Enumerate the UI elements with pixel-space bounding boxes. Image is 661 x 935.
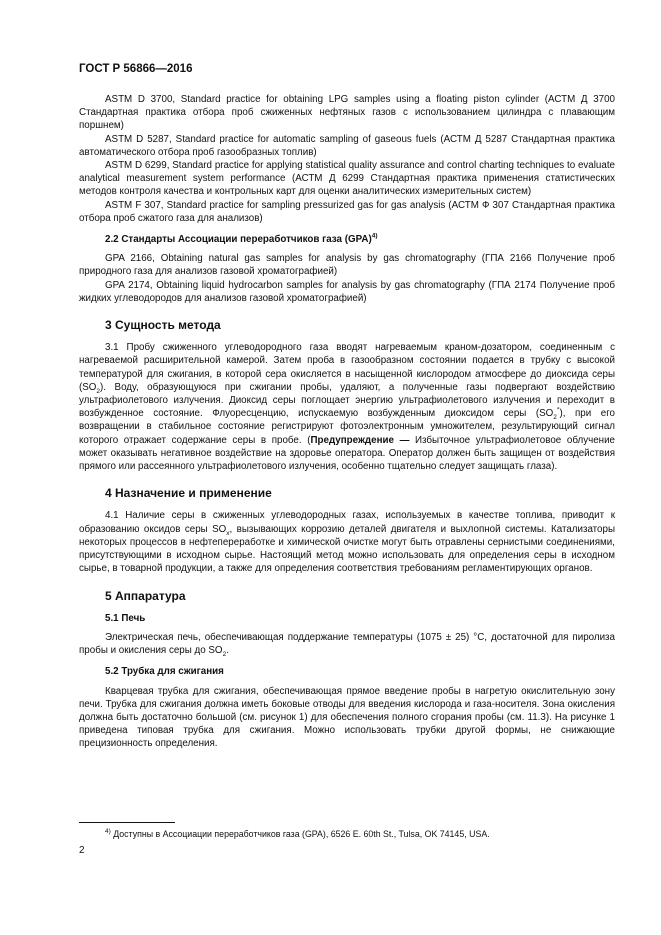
reference-astm-d6299: ASTM D 6299, Standard practice for applying statistical quality assurance and control charting techniques to evaluate analytical measurement system performance (АСТМ Д 6299 Стандартная практика применения статистических методов контроля качества и контрольных карт для оценки аналитических измерительных систем) (79, 160, 615, 198)
reference-gpa-2174: GPA 2174, Obtaining liquid hydrocarbon samples for analysis by gas chromatography (ГПА 2174 Получение проб жидких углеводородов для анализов газовой хроматографией) (79, 279, 615, 304)
section-5-title: 5 Аппаратура (105, 588, 186, 603)
section-4-paragraph: 4.1 Наличие серы в сжиженных углеводородных газах, используемых в качестве топлива, приводит к образованию оксидов серы $SO_x$, вызывающих коррозию деталей двигателя и выхлопной системы. Катализаторы некоторых процессов в нефтепереработке и химической очистке могут быть отравлены сернистыми соединениями, присутствующими в исходном сырье. Настоящий метод можно использовать для определения серы в исходном сырье, в товарной продукции, а также для определения соответствия требованиям регламентирующих органов. (79, 510, 615, 575)
reference-astm-d3700: ASTM D 3700, Standard practice for obtaining LPG samples using a floating piston cylinder (АСТМ Д 3700 Стандартная практика отбора проб сжиженных нефтяных газов с использованием цилиндра с плавающим поршнем) (79, 94, 615, 132)
warning-label: Предупреждение — (310, 434, 410, 446)
subsection-5-1-title: 5.1 Печь (105, 612, 146, 624)
subsection-5-2-title: 5.2 Трубка для сжигания (105, 666, 224, 678)
subsection-5-1-paragraph: Электрическая печь, обеспечивающая поддержание температуры (1075 ± 25) °С, достаточной для пиролиза пробы и окисления серы до $SO_2$. (79, 631, 615, 659)
page-number: 2 (79, 845, 85, 856)
footnote-4: $^{4)}$ Доступны в Ассоциации переработчиков газа (GPA), 6526 E. 60th St., Tulsa, OK 74145, USA. (105, 828, 490, 839)
reference-gpa-2166: GPA 2166, Obtaining natural gas samples for analysis by gas chromatography (ГПА 2166 Получение проб природного газа для анализов газовой хроматографией) (79, 253, 615, 278)
section-3-title: 3 Сущность метода (105, 318, 221, 333)
page-content (79, 93, 615, 751)
document-header: ГОСТ Р 56866—2016 (79, 63, 193, 75)
subsection-2-2-title: 2.2 Стандарты Ассоциации переработчиков газа (GPA)$^{4)}$ (105, 232, 378, 246)
reference-astm-d5287: ASTM D 5287, Standard practice for automatic sampling of gaseous fuels (АСТМ Д 5287 Стандартная практика автоматического отбора проб газообразных топлив) (79, 133, 615, 158)
footnote-ref-4: 4) (371, 232, 378, 240)
section-3-paragraph: 3.1 Пробу сжиженного углеводородного газа вводят нагреваемым краном-дозатором, соединенным с нагреваемой расширительной камерой. Затем проба в газообразном состоянии подается в трубку с высокой температурой для сжигания, в которой сера окисляется в насыщенной кислородом атмосфере до диоксида серы $(SO_2)$. Воду, образующуюся при сжигании пробы, удаляют, а полученные газы подвергают воздействию ультрафиолетового излучения. Диоксид серы поглощает энергию ультрафиолетового излучения и переходит в возбужденное состояние. Флуоресценцию, испускаемую возбужденным диоксидом серы $(SO_2^*)$, при его возвращении в стабильное состояние регистрируют фотоэлектронным умножителем, результирующий сигнал которого отражает содержание серы в пробе. (Предупреждение — Избыточное ультрафиолетовое облучение может оказывать негативное воздействие на здоровье оператора. Оператор должен быть защищен от воздействия прямого или рассеянного ультрафиолетового излучения, особенно тщательно следует защищать глаза). (79, 342, 615, 473)
reference-astm-f307: ASTM F 307, Standard practice for sampling pressurized gas for gas analysis (АСТМ Ф 307 Стандартная практика отбора проб сжатого газа для анализов) (79, 199, 615, 224)
footnote-divider (79, 822, 175, 823)
section-4-title: 4 Назначение и применение (105, 486, 272, 501)
subsection-5-2-paragraph: Кварцевая трубка для сжигания, обеспечивающая прямое введение пробы в нагретую окислительную зону печи. Трубка для сжигания должна иметь боковые отводы для введения кислорода и газа-носителя. Зона окисления должна быть достаточно большой (см. рисунок 1) для обеспечения полного сгорания пробы (см. 11.3). На рисунке 1 приведена типовая трубка для сжигания. Можно использовать трубки другой формы, не снижающие прецизионность определения. (79, 685, 615, 750)
